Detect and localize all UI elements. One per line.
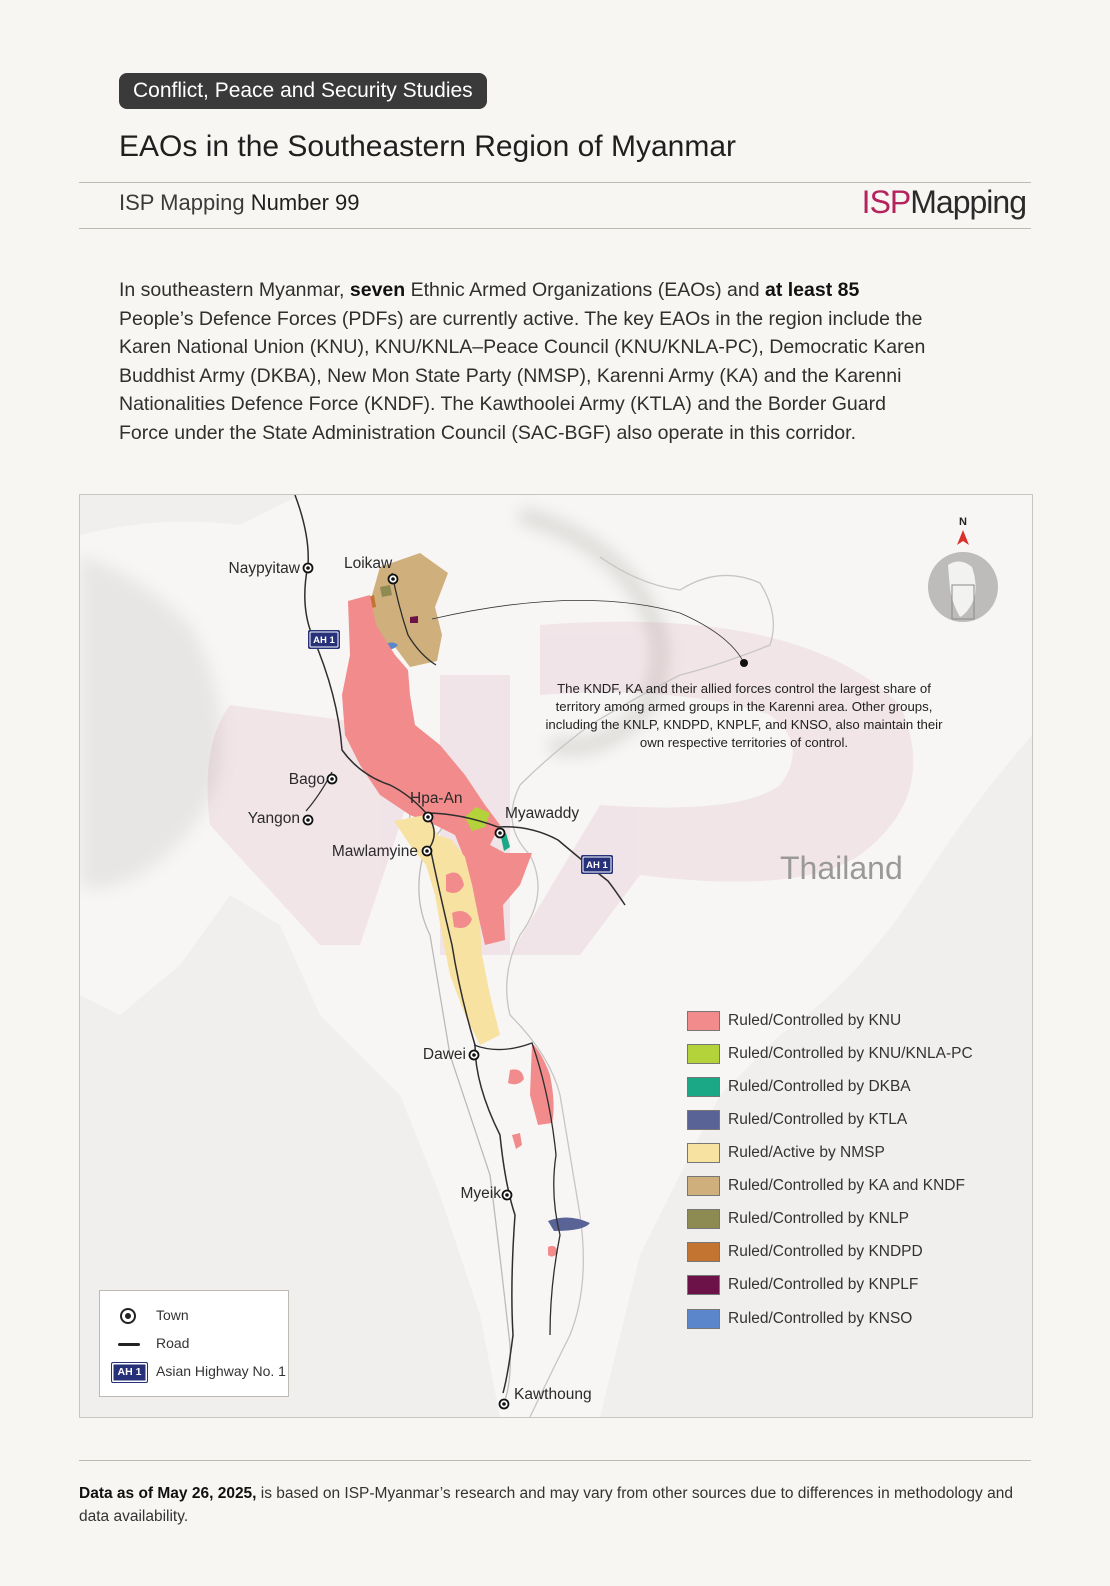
town-naypyitaw — [229, 560, 313, 577]
highway-badge-east-label: AH 1 — [586, 860, 608, 871]
territory-knplf — [410, 616, 418, 623]
legend-swatch-kndpd — [687, 1242, 720, 1262]
town-label-naypyitaw: Naypyitaw — [228, 560, 300, 577]
town-label-mawlamyine: Mawlamyine — [331, 843, 418, 860]
town-marker-icon — [120, 1308, 136, 1324]
legend-swatch-dkba — [687, 1077, 720, 1097]
legend-label-ktla: Ruled/Controlled by KTLA — [728, 1111, 908, 1128]
symbol-key — [99, 1290, 289, 1397]
town-label-dawei: Dawei — [422, 1046, 466, 1063]
town-mawlamyine — [332, 843, 432, 860]
legend-label-knu: Ruled/Controlled by KNU — [728, 1012, 902, 1029]
intro-text-2: Ethnic Armed Organizations (EAOs) and — [405, 279, 765, 301]
territory-knlp — [380, 585, 392, 597]
intro-text-3: People’s Defence Forces (PDFs) are currently active. The key EAOs in the region include the Karen National Union (KNU), KNU/KNLA–Peace Council (KNU/KNLA-PC), Democratic Karen Buddhist Army (DKBA), New Mon State Party (NMSP), Karenni Army (KA) and the Karenni Nationalities Defence Force (KNDF). The Kawthoolei Army (KTLA) and the Border Guard Force under the State Administration Council (SAC-BGF) also operate in this corridor. — [119, 307, 926, 444]
page-title: EAOs in the Southeastern Region of Myanmar — [119, 130, 736, 163]
intro-highlight-pdf-count: at least 85 — [765, 279, 860, 301]
locator-globe-icon — [928, 552, 998, 622]
intro-paragraph — [119, 276, 939, 448]
callout-line-2: territory among armed groups in the Karenni area. Other groups, — [555, 699, 933, 714]
legend-label-knlp: Ruled/Controlled by KNLP — [728, 1210, 909, 1227]
key-label-road: Road — [156, 1335, 190, 1351]
town-label-kawthoung: Kawthoung — [514, 1386, 592, 1403]
town-label-bago: Bago — [288, 771, 325, 788]
town-label-yangon: Yangon — [247, 810, 300, 827]
header-divider — [79, 228, 1031, 229]
legend-swatch-knplf — [687, 1275, 720, 1295]
footnote-date: Data as of May 26, 2025, — [79, 1485, 257, 1502]
intro-text-1: In southeastern Myanmar, — [119, 279, 350, 301]
callout-line-3: including the KNLP, KNDPD, KNPLF, and KNSO, also maintain their — [545, 717, 943, 732]
legend-swatch-knu — [687, 1011, 720, 1031]
north-label: N — [959, 516, 967, 528]
brand-logo-isp: ISP — [861, 184, 911, 220]
legend-label-knplf: Ruled/Controlled by KNPLF — [728, 1276, 919, 1293]
key-row-road — [100, 1333, 288, 1355]
callout-anchor-dot — [740, 659, 748, 667]
callout-line-4: own respective territories of control. — [639, 735, 849, 750]
legend-label-knu-knla-pc: Ruled/Controlled by KNU/KNLA-PC — [728, 1045, 973, 1062]
town-label-myawaddy: Myawaddy — [505, 805, 580, 822]
footnote — [79, 1483, 1031, 1528]
legend-swatch-ktla — [687, 1110, 720, 1130]
highway-badge-icon: AH 1 — [111, 1362, 148, 1383]
intro-highlight-eao-count: seven — [349, 279, 406, 301]
key-row-town — [100, 1305, 288, 1327]
legend-swatch-nmsp — [687, 1143, 720, 1163]
footer-divider — [79, 1460, 1031, 1461]
brand-logo — [862, 184, 1026, 221]
town-label-hpa-an: Hpa-An — [410, 790, 463, 807]
issue-number: Number 99 — [250, 190, 360, 215]
legend-label-knso: Ruled/Controlled by KNSO — [728, 1310, 913, 1327]
highway-badge-north — [308, 630, 340, 649]
road-line-icon — [118, 1343, 140, 1346]
series-tag: Conflict, Peace and Security Studies — [119, 73, 487, 109]
legend-swatch-knu-knla-pc — [687, 1044, 720, 1064]
brand-logo-mapping: Mapping — [910, 184, 1026, 220]
series-number — [119, 190, 360, 216]
town-label-loikaw: Loikaw — [344, 555, 393, 572]
legend-label-nmsp: Ruled/Active by NMSP — [728, 1144, 885, 1161]
callout-line-1: The KNDF, KA and their allied forces control the largest share of — [557, 681, 931, 696]
key-row-highway — [100, 1361, 288, 1383]
highway-badge-north-label: AH 1 — [313, 635, 335, 646]
legend-label-kndpd: Ruled/Controlled by KNDPD — [728, 1243, 923, 1260]
series-name: ISP Mapping — [119, 190, 245, 215]
top-divider — [79, 182, 1031, 183]
footnote-text: is based on ISP-Myanmar’s research and may vary from other sources due to differences in methodology and data availability. — [79, 1485, 1013, 1525]
town-label-myeik: Myeik — [460, 1185, 501, 1202]
highway-badge-east — [581, 855, 613, 874]
key-label-town: Town — [156, 1307, 189, 1323]
legend-swatch-knlp — [687, 1209, 720, 1229]
legend-swatch-ka-kndf — [687, 1176, 720, 1196]
legend-label-ka-kndf: Ruled/Controlled by KA and KNDF — [728, 1177, 965, 1194]
legend-label-dkba: Ruled/Controlled by DKBA — [728, 1078, 911, 1095]
key-label-highway: Asian Highway No. 1 — [156, 1363, 286, 1379]
legend-swatch-knso — [687, 1309, 720, 1329]
country-label-thailand: Thailand — [780, 850, 903, 886]
